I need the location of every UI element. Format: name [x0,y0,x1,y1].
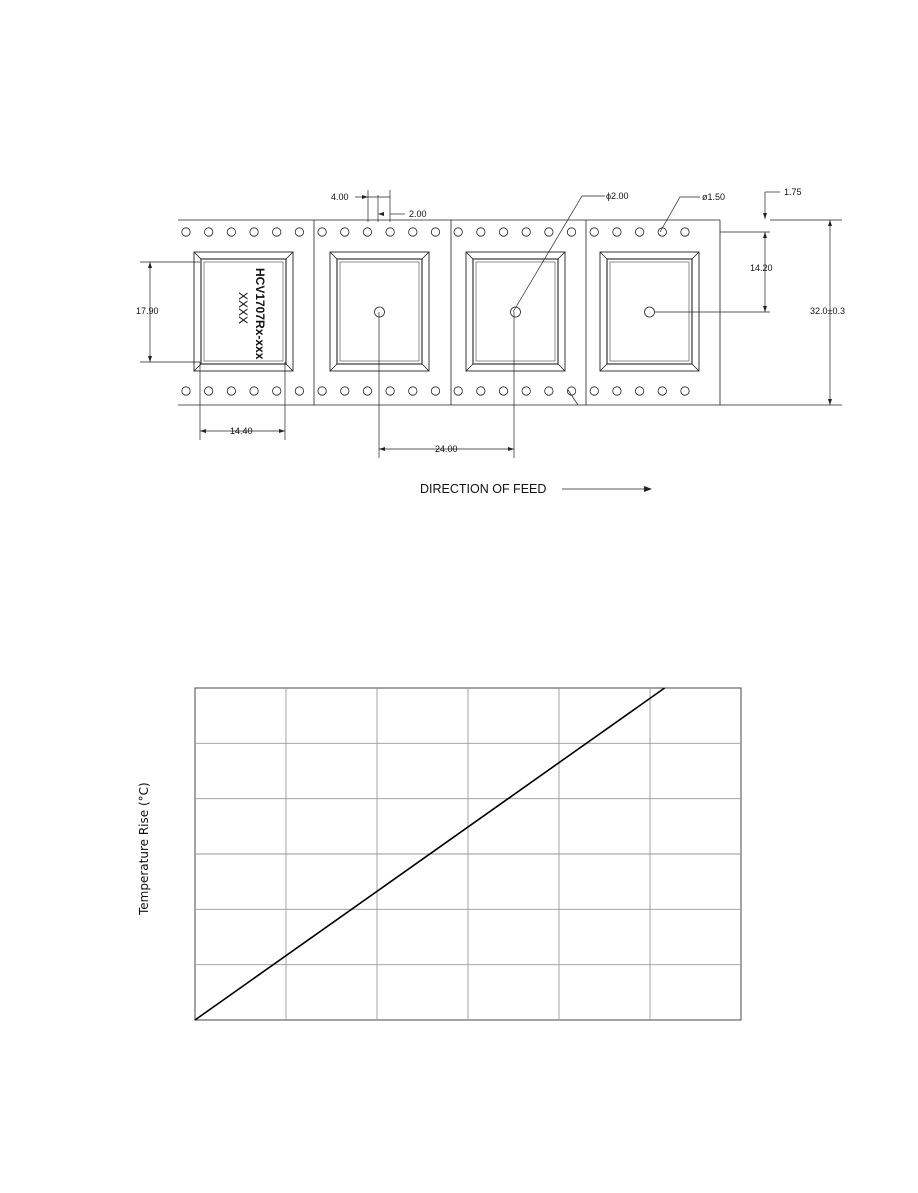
sprocket-hole [477,228,485,236]
pocket-corner [422,252,429,259]
sprocket-hole [409,387,417,395]
dim-hole-dia-label: ø1.50 [702,192,726,202]
lot-code-marking: XXXX [236,292,250,325]
sprocket-hole [363,228,371,236]
dim-edge-offset-label: 1.75 [784,187,802,197]
pocket-corner [600,252,607,259]
dim-hole-dia-value: 1.50 [707,192,726,202]
sprocket-hole [590,228,598,236]
sprocket-hole [227,387,235,395]
sprocket-hole [431,228,439,236]
sprocket-hole [182,228,190,236]
sprocket-hole [545,387,553,395]
dim-pocket-pitch-label: 24.00 [435,444,458,454]
dim-sprocket-dia-value: 2.00 [611,191,629,201]
dim-tape-width-label: 32.0±0.3 [810,306,845,316]
sprocket-hole [318,387,326,395]
sprocket-hole [227,228,235,236]
sprocket-hole [431,387,439,395]
pocket-floor [476,262,555,361]
dim-sprocket-dia-label: ϕ2.00 [606,191,629,201]
temperature-rise-chart [137,688,741,1020]
sprocket-hole [613,387,621,395]
sprocket-hole [590,387,598,395]
dim-center-distance-label: 14.20 [750,263,773,273]
pocket-inner [473,259,558,364]
pocket-outer [466,252,565,371]
part-number-marking: HCV1707Rx-xxx [253,268,267,360]
chart-grid [195,688,741,1020]
sprocket-hole [658,228,666,236]
sprocket-hole [681,387,689,395]
sprocket-hole [318,228,326,236]
pocket-corner [692,252,699,259]
sprocket-hole [522,387,530,395]
sprocket-hole [522,228,530,236]
sprocket-hole [386,228,394,236]
sprocket-hole [477,387,485,395]
pocket-corner [330,364,337,371]
pocket-inner [337,259,422,364]
sprocket-hole [341,387,349,395]
sprocket-hole [363,387,371,395]
dim-pocket-width-label: 14.40 [230,426,253,436]
dimension-lines [140,190,842,489]
sprocket-hole [341,228,349,236]
dim-pitch-label: 4.00 [331,192,349,202]
pocket-floor [340,262,419,361]
pocket-corner [558,364,565,371]
dim-half-pitch-label: 2.00 [409,209,427,219]
sprocket-hole [409,228,417,236]
pocket-corner [286,252,293,259]
pocket-corner [558,252,565,259]
sprocket-hole [681,228,689,236]
pocket-corner [330,252,337,259]
sprocket-hole [182,387,190,395]
sprocket-hole [454,228,462,236]
sprocket-hole [250,228,258,236]
y-axis-label: Temperature Rise (°C) [137,782,151,915]
sprocket-hole [273,228,281,236]
pocket-corner [692,364,699,371]
direction-of-feed-label: DIRECTION OF FEED [420,482,547,496]
sprocket-hole [454,387,462,395]
sprocket-hole [635,228,643,236]
carrier-tape [178,220,842,405]
pocket-corner [286,364,293,371]
pocket-inner [607,259,692,364]
sprocket-hole [295,387,303,395]
sprocket-hole [386,387,394,395]
pocket-corner [466,252,473,259]
pocket-center-hole [375,307,385,317]
sprocket-hole [635,387,643,395]
pocket-center-hole [645,307,655,317]
sprocket-hole [613,228,621,236]
dimension-arrowheads [148,195,832,492]
sprocket-hole [499,387,507,395]
component-pockets [194,252,699,371]
sprocket-hole [567,228,575,236]
pocket-corner [194,252,201,259]
sprocket-hole [499,228,507,236]
sprocket-hole [658,387,666,395]
pocket-outer [330,252,429,371]
part-marking [236,268,267,360]
pocket-floor [610,262,689,361]
pocket-corner [422,364,429,371]
sprocket-hole [250,387,258,395]
pocket-corner [600,364,607,371]
pocket-center-hole [511,307,521,317]
sprocket-hole [204,387,212,395]
pocket-outer [600,252,699,371]
pocket-corner [466,364,473,371]
sprocket-hole [295,228,303,236]
sprocket-hole [204,228,212,236]
sprocket-hole [273,387,281,395]
sprocket-hole [545,228,553,236]
dim-pocket-height-label: 17.90 [136,306,159,316]
